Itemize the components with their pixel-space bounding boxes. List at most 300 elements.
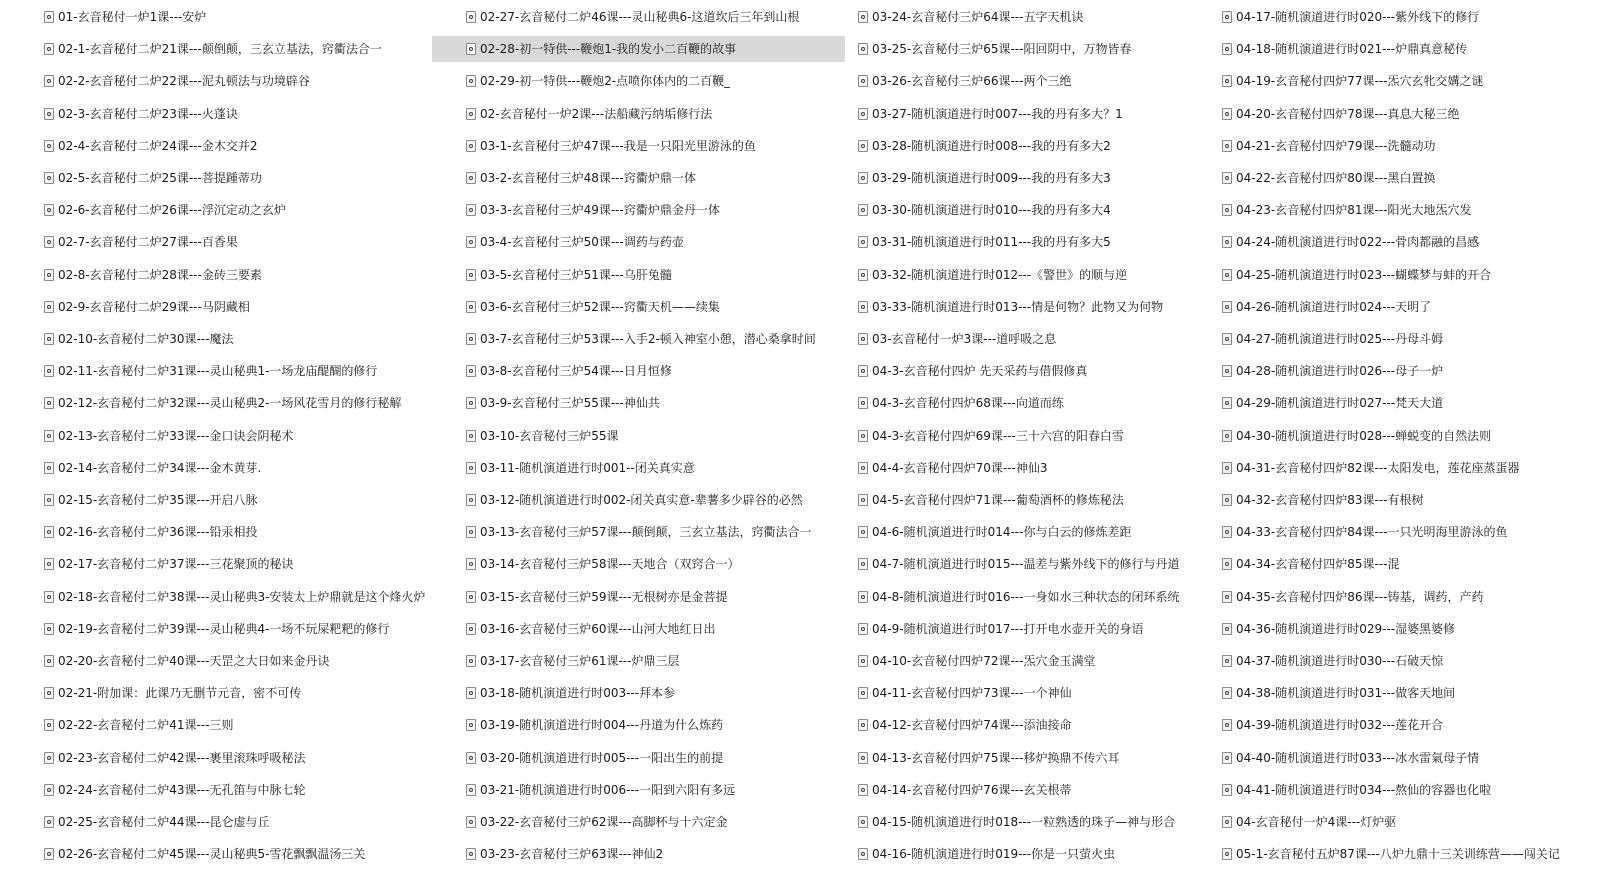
file-item[interactable] — [854, 36, 1131, 62]
audio-file-icon — [44, 430, 54, 442]
file-name: 05-1-玄音秘付五炉87课---八炉九鼎十三关训练营——闯关记 — [1236, 847, 1560, 862]
file-name: 02-6-玄音秘付二炉26课---浮沉定动之玄炉 — [58, 203, 286, 218]
file-item[interactable] — [40, 229, 238, 255]
file-name: 04-10-玄音秘付四炉72课---炁穴金玉满堂 — [872, 654, 1096, 668]
file-item[interactable] — [1218, 68, 1483, 94]
audio-file-icon — [1222, 333, 1232, 345]
audio-file-icon — [1222, 784, 1232, 796]
file-item[interactable] — [854, 616, 1143, 642]
file-item[interactable] — [1218, 229, 1479, 255]
file-name: 03-16-玄音秘付三炉60课---山河大地红日出 — [480, 621, 716, 636]
file-name: 04-玄音秘付一炉4课---灯炉驱 — [1236, 815, 1397, 829]
file-item[interactable] — [1218, 455, 1519, 481]
file-name: 04-26-随机演道进行时024---天明了 — [1236, 299, 1432, 314]
file-item[interactable] — [40, 551, 293, 577]
file-item[interactable] — [462, 584, 727, 610]
file-item[interactable] — [40, 101, 238, 127]
file-item[interactable] — [40, 712, 233, 738]
audio-file-icon — [466, 526, 476, 538]
file-item[interactable] — [40, 326, 233, 352]
file-item[interactable] — [462, 423, 618, 449]
file-column-2 — [462, 0, 852, 893]
file-name: 02-8-玄音秘付二炉28课---金砖三要素 — [58, 267, 262, 282]
file-item[interactable] — [462, 133, 756, 159]
file-item[interactable] — [40, 294, 250, 320]
file-item[interactable] — [40, 680, 301, 706]
file-name: 03-29-随机演道进行时009---我的丹有多大3 — [872, 171, 1111, 185]
audio-file-icon — [466, 848, 476, 860]
file-name: 04-11-玄音秘付四炉73课---一个神仙 — [872, 686, 1072, 701]
file-item[interactable] — [40, 36, 382, 62]
file-item[interactable] — [854, 584, 1179, 610]
file-item[interactable] — [462, 197, 720, 223]
audio-file-icon — [466, 430, 476, 442]
audio-file-icon — [44, 623, 54, 635]
file-item[interactable] — [854, 262, 1127, 288]
file-name: 04-3-玄音秘付四炉69课---三十六宫的阳春白雪 — [872, 428, 1124, 443]
file-name: 02-3-玄音秘付二炉23课---火蓬诀 — [58, 106, 238, 121]
file-name: 04-25-随机演道进行时023---蝴蝶梦与蚌的开合 — [1236, 267, 1492, 282]
file-name: 04-23-玄音秘付四炉81课---阳光大地炁穴发 — [1236, 203, 1472, 218]
file-name: 02-10-玄音秘付二炉30课---魔法 — [58, 332, 234, 346]
file-item[interactable] — [854, 712, 1071, 738]
file-name: 03-12-随机演道进行时002-闭关真实意-辈薯多少辟谷的必然 — [480, 493, 803, 507]
audio-file-icon — [466, 108, 476, 120]
file-item[interactable] — [1218, 809, 1396, 835]
audio-file-icon — [44, 108, 54, 120]
file-item[interactable] — [462, 326, 816, 352]
audio-file-icon — [858, 848, 868, 860]
audio-file-icon — [466, 752, 476, 764]
file-name: 04-40-随机演道进行时033---冰水雷氣母子情 — [1236, 750, 1480, 765]
file-item[interactable] — [432, 36, 845, 62]
file-item[interactable] — [854, 455, 1047, 481]
file-name: 02-25-玄音秘付二炉44课---昆仑虚与丘 — [58, 815, 270, 829]
file-name: 04-22-玄音秘付四炉80课---黑白置换 — [1236, 171, 1436, 185]
file-item[interactable] — [40, 648, 329, 674]
file-name: 03-2-玄音秘付三炉48课---窍衢炉鼎一体 — [480, 171, 696, 185]
file-item[interactable] — [40, 455, 261, 481]
audio-file-icon — [466, 269, 476, 281]
audio-file-icon — [858, 172, 868, 184]
file-name: 02-27-玄音秘付二炉46课---灵山秘典6-这道坎后三年到山根 — [480, 10, 800, 24]
audio-file-icon — [44, 140, 54, 152]
file-name: 04-34-玄音秘付四炉85课---混 — [1236, 557, 1400, 572]
audio-file-icon — [1222, 623, 1232, 635]
file-item[interactable] — [1218, 36, 1467, 62]
audio-file-icon — [44, 397, 54, 409]
audio-file-icon — [466, 816, 476, 828]
file-item[interactable] — [40, 358, 377, 384]
audio-file-icon — [1222, 43, 1232, 55]
file-item[interactable] — [854, 133, 1111, 159]
audio-file-icon — [44, 558, 54, 570]
audio-file-icon — [44, 11, 54, 23]
file-item[interactable] — [854, 519, 1131, 545]
audio-file-icon — [1222, 687, 1232, 699]
file-name: 03-7-玄音秘付三炉53课---入手2-顿入神室小憩，潜心桑拿时间 — [480, 332, 816, 346]
file-item[interactable] — [854, 326, 1056, 352]
audio-file-icon — [466, 236, 476, 248]
file-item[interactable] — [854, 777, 1071, 803]
file-item[interactable] — [462, 4, 799, 30]
file-item[interactable] — [854, 358, 1087, 384]
file-item[interactable] — [1218, 197, 1471, 223]
audio-file-icon — [44, 204, 54, 216]
audio-file-icon — [1222, 558, 1232, 570]
file-item[interactable] — [854, 294, 1163, 320]
file-name: 02-22-玄音秘付二炉41课---三则 — [58, 718, 234, 733]
file-item[interactable] — [1218, 101, 1459, 127]
file-name: 02-12-玄音秘付二炉32课---灵山秘典2-一场风花雪月的修行秘解 — [58, 396, 402, 411]
audio-file-icon — [44, 365, 54, 377]
audio-file-icon — [1222, 236, 1232, 248]
audio-file-icon — [466, 591, 476, 603]
file-name: 03-19-随机演道进行时004---丹道为什么炼药 — [480, 718, 724, 733]
audio-file-icon — [466, 365, 476, 377]
file-name: 04-4-玄音秘付四炉70课---神仙3 — [872, 460, 1048, 475]
file-name: 04-29-随机演道进行时027---梵天大道 — [1236, 396, 1444, 411]
audio-file-icon — [858, 687, 868, 699]
file-item[interactable] — [462, 229, 684, 255]
audio-file-icon — [858, 462, 868, 474]
file-item[interactable] — [462, 294, 720, 320]
file-name: 03-15-玄音秘付三炉59课---无根树亦是金菩提 — [480, 589, 728, 604]
file-item[interactable] — [854, 841, 1115, 867]
audio-file-icon — [858, 526, 868, 538]
file-item[interactable] — [462, 262, 672, 288]
file-name: 04-27-随机演道进行时025---丹母斗姆 — [1236, 332, 1444, 346]
file-name: 02-21-附加课：此课乃无删节元音，密不可传 — [58, 686, 302, 701]
audio-file-icon — [1222, 816, 1232, 828]
audio-file-icon — [44, 752, 54, 764]
file-item[interactable] — [462, 519, 811, 545]
file-name: 04-12-玄音秘付四炉74课---添油接命 — [872, 718, 1072, 733]
file-name: 03-13-玄音秘付三炉57课---颠倒颠，三玄立基法，窍衢法合一 — [480, 525, 812, 540]
audio-file-icon — [466, 204, 476, 216]
file-item[interactable] — [40, 165, 262, 191]
audio-file-icon — [858, 816, 868, 828]
audio-file-icon — [858, 591, 868, 603]
audio-file-icon — [858, 108, 868, 120]
audio-file-icon — [466, 494, 476, 506]
file-item[interactable] — [1218, 294, 1431, 320]
file-item[interactable] — [1218, 584, 1483, 610]
file-name: 03-1-玄音秘付三炉47课---我是一只阳光里游泳的鱼 — [480, 138, 756, 153]
audio-file-icon — [44, 591, 54, 603]
file-item[interactable] — [462, 777, 735, 803]
file-column-1 — [40, 0, 440, 893]
audio-file-icon — [1222, 269, 1232, 281]
file-item[interactable] — [1218, 262, 1491, 288]
file-item[interactable] — [40, 584, 425, 610]
file-item[interactable] — [40, 197, 286, 223]
file-item[interactable] — [854, 197, 1111, 223]
file-item[interactable] — [40, 519, 257, 545]
file-item[interactable] — [40, 390, 401, 416]
file-name: 03-4-玄音秘付三炉50课---调药与药壶 — [480, 235, 684, 250]
file-name: 02-4-玄音秘付二炉24课---金木交并2 — [58, 138, 258, 153]
audio-file-icon — [466, 333, 476, 345]
file-item[interactable] — [1218, 487, 1423, 513]
audio-file-icon — [1222, 848, 1232, 860]
audio-file-icon — [1222, 108, 1232, 120]
audio-file-icon — [466, 655, 476, 667]
file-name: 04-31-玄音秘付四炉82课---太阳发电，莲花座蒸蛋器 — [1236, 460, 1520, 475]
file-item[interactable] — [854, 229, 1111, 255]
file-name: 03-8-玄音秘付三炉54课---日月恒修 — [480, 364, 672, 379]
file-name: 04-18-随机演道进行时021---炉鼎真意秘传 — [1236, 42, 1468, 57]
file-item[interactable] — [40, 777, 305, 803]
audio-file-icon — [44, 784, 54, 796]
file-name: 03-26-玄音秘付三炉66课---两个三绝 — [872, 74, 1072, 89]
file-item[interactable] — [462, 455, 695, 481]
audio-file-icon — [466, 719, 476, 731]
file-item[interactable] — [854, 390, 1064, 416]
file-name: 04-21-玄音秘付四炉79课---洗髓动功 — [1236, 138, 1436, 153]
audio-file-icon — [858, 623, 868, 635]
file-name: 04-24-随机演道进行时022---骨肉都融的昌感 — [1236, 235, 1480, 250]
audio-file-icon — [466, 11, 476, 23]
file-item[interactable] — [1218, 133, 1435, 159]
audio-file-icon — [44, 236, 54, 248]
file-item[interactable] — [40, 841, 365, 867]
audio-file-icon — [466, 623, 476, 635]
file-item[interactable] — [854, 101, 1123, 127]
file-item[interactable] — [854, 4, 1083, 30]
file-item[interactable] — [854, 680, 1071, 706]
file-name: 02-5-玄音秘付二炉25课---菩提踵蒂功 — [58, 171, 262, 185]
file-name: 02-15-玄音秘付二炉35课---开启八脉 — [58, 493, 258, 507]
file-item[interactable] — [462, 712, 723, 738]
file-name: 04-8-随机演道进行时016---一身如水三种状态的闭环系统 — [872, 589, 1180, 604]
file-name: 03-25-玄音秘付三炉65课---阳回阴中，万物皆春 — [872, 42, 1132, 57]
file-name: 03-23-玄音秘付三炉63课---神仙2 — [480, 847, 664, 862]
audio-file-icon — [1222, 462, 1232, 474]
file-name: 04-33-玄音秘付四炉84课---一只光明海里游泳的鱼 — [1236, 525, 1508, 540]
audio-file-icon — [1222, 655, 1232, 667]
file-name: 03-22-玄音秘付三炉62课---高脚杯与十六定金 — [480, 815, 728, 829]
file-name: 04-30-随机演道进行时028---蝉蜕变的自然法则 — [1236, 428, 1492, 443]
file-item[interactable] — [462, 358, 672, 384]
file-name: 02-7-玄音秘付二炉27课---百香果 — [58, 235, 238, 250]
file-item[interactable] — [1218, 841, 1560, 867]
file-name: 02-26-玄音秘付二炉45课---灵山秘典5-雪花飘飘温汤三关 — [58, 847, 366, 862]
file-item[interactable] — [854, 165, 1111, 191]
file-name: 02-17-玄音秘付二炉37课---三花聚顶的秘诀 — [58, 557, 294, 572]
file-item[interactable] — [462, 165, 696, 191]
file-name: 02-13-玄音秘付二炉33课---金口诀会阴秘术 — [58, 428, 294, 443]
file-item[interactable] — [854, 68, 1071, 94]
audio-file-icon — [858, 43, 868, 55]
file-item[interactable] — [462, 809, 727, 835]
file-item[interactable] — [1218, 519, 1507, 545]
file-item[interactable] — [1218, 680, 1455, 706]
file-name: 04-36-随机演道进行时029---湿婆黑婆修 — [1236, 621, 1456, 636]
file-name: 02-2-玄音秘付二炉22课---泥丸顿法与功境辟谷 — [58, 74, 310, 89]
file-name: 03-5-玄音秘付三炉51课---乌肝兔髓 — [480, 267, 672, 282]
audio-file-icon — [1222, 752, 1232, 764]
file-item[interactable] — [854, 648, 1095, 674]
audio-file-icon — [1222, 526, 1232, 538]
file-item[interactable] — [1218, 4, 1479, 30]
audio-file-icon — [466, 784, 476, 796]
audio-file-icon — [858, 397, 868, 409]
file-item[interactable] — [40, 4, 206, 30]
file-item[interactable] — [854, 809, 1175, 835]
file-name: 04-37-随机演道进行时030---石破天惊 — [1236, 654, 1444, 668]
file-item[interactable] — [462, 745, 723, 771]
audio-file-icon — [466, 140, 476, 152]
file-item[interactable] — [40, 262, 262, 288]
file-name: 04-17-随机演道进行时020---紫外线下的修行 — [1236, 10, 1480, 24]
file-name: 03-24-玄音秘付三炉64课---五字天机诀 — [872, 10, 1084, 24]
audio-file-icon — [466, 43, 476, 55]
file-name: 03-3-玄音秘付三炉49课---窍衢炉鼎金丹一体 — [480, 203, 720, 218]
audio-file-icon — [44, 494, 54, 506]
audio-file-icon — [466, 301, 476, 313]
file-item[interactable] — [854, 487, 1124, 513]
audio-file-icon — [858, 269, 868, 281]
file-name: 03-32-随机演道进行时012---《警世》的顺与逆 — [872, 267, 1128, 282]
audio-file-icon — [44, 172, 54, 184]
file-name: 02-19-玄音秘付二炉39课---灵山秘典4-一场不玩屎粑粑的修行 — [58, 621, 390, 636]
file-name: 02-20-玄音秘付二炉40课---天罡之大日如来金丹诀 — [58, 654, 330, 668]
file-name: 04-14-玄音秘付四炉76课---玄关根蒂 — [872, 782, 1072, 797]
audio-file-icon — [858, 494, 868, 506]
audio-file-icon — [44, 301, 54, 313]
file-item[interactable] — [462, 390, 660, 416]
file-name: 02-18-玄音秘付二炉38课---灵山秘典3-安装太上炉鼎就是这个烽火炉 — [58, 589, 426, 604]
file-name: 04-28-随机演道进行时026---母子一炉 — [1236, 364, 1444, 379]
file-column-3 — [854, 0, 1216, 893]
audio-file-icon — [44, 462, 54, 474]
audio-file-icon — [1222, 301, 1232, 313]
file-name: 03-28-随机演道进行时008---我的丹有多大2 — [872, 138, 1111, 153]
file-name: 04-16-随机演道进行时019---你是一只萤火虫 — [872, 847, 1116, 862]
file-name: 02-23-玄音秘付二炉42课---裹里滚珠呼吸秘法 — [58, 750, 306, 765]
file-item[interactable] — [40, 809, 269, 835]
audio-file-icon — [1222, 172, 1232, 184]
file-name: 03-6-玄音秘付三炉52课---窍衢天机——续集 — [480, 299, 720, 314]
file-name: 04-5-玄音秘付四炉71课---葡萄酒杯的修炼秘法 — [872, 493, 1124, 507]
file-item[interactable] — [462, 616, 715, 642]
audio-file-icon — [858, 333, 868, 345]
file-item[interactable] — [40, 133, 257, 159]
file-item[interactable] — [1218, 551, 1399, 577]
file-item[interactable] — [462, 101, 712, 127]
audio-file-icon — [858, 752, 868, 764]
audio-file-icon — [858, 11, 868, 23]
audio-file-icon — [44, 719, 54, 731]
audio-file-icon — [44, 848, 54, 860]
file-item[interactable] — [854, 745, 1119, 771]
file-name: 02-玄音秘付一炉2课---法船藏污纳垢修行法 — [480, 106, 713, 121]
file-item[interactable] — [1218, 712, 1443, 738]
file-item[interactable] — [40, 423, 293, 449]
file-item[interactable] — [40, 487, 257, 513]
file-name: 03-10-玄音秘付三炉55课 — [480, 428, 619, 443]
audio-file-icon — [1222, 494, 1232, 506]
audio-file-icon — [1222, 719, 1232, 731]
file-item[interactable] — [462, 841, 663, 867]
file-name: 02-1-玄音秘付二炉21课---颠倒颠，三玄立基法，窍衢法合一 — [58, 42, 382, 57]
file-name: 03-21-随机演道进行时006---一阳到六阳有多远 — [480, 782, 736, 797]
audio-file-icon — [858, 236, 868, 248]
audio-file-icon — [858, 204, 868, 216]
audio-file-icon — [44, 687, 54, 699]
file-item[interactable] — [40, 745, 305, 771]
file-item[interactable] — [1218, 616, 1455, 642]
audio-file-icon — [1222, 140, 1232, 152]
file-item[interactable] — [1218, 358, 1443, 384]
audio-file-icon — [44, 655, 54, 667]
audio-file-icon — [858, 719, 868, 731]
audio-file-icon — [1222, 397, 1232, 409]
file-item[interactable] — [462, 648, 679, 674]
audio-file-icon — [1222, 204, 1232, 216]
file-item[interactable] — [1218, 423, 1491, 449]
file-item[interactable] — [1218, 777, 1491, 803]
file-name: 02-28-初一特供---鞭炮1-我的发小二百鞭的故事 — [480, 42, 737, 57]
file-name: 03-玄音秘付一炉3课---道呼吸之息 — [872, 332, 1057, 346]
file-item[interactable] — [462, 680, 675, 706]
file-name: 02-29-初一特供---鞭炮2-点喷你体内的二百鞭_ — [480, 74, 731, 89]
file-name: 04-38-随机演道进行时031---做客天地间 — [1236, 686, 1456, 701]
file-item[interactable] — [1218, 326, 1443, 352]
audio-file-icon — [858, 558, 868, 570]
file-name: 04-39-随机演道进行时032---莲花开合 — [1236, 718, 1444, 733]
file-name: 04-3-玄音秘付四炉 先天采药与借假修真 — [872, 364, 1088, 379]
file-name: 03-30-随机演道进行时010---我的丹有多大4 — [872, 203, 1111, 218]
file-name: 03-31-随机演道进行时011---我的丹有多大5 — [872, 235, 1111, 250]
file-name: 03-14-玄音秘付三炉58课---天地合（双窍合一） — [480, 557, 740, 572]
audio-file-icon — [858, 655, 868, 667]
file-column-4 — [1218, 0, 1606, 893]
audio-file-icon — [858, 301, 868, 313]
audio-file-icon — [44, 816, 54, 828]
file-name: 03-17-玄音秘付三炉61课---炉鼎三层 — [480, 654, 680, 668]
file-item[interactable] — [40, 68, 310, 94]
file-name: 02-24-玄音秘付二炉43课---无孔笛与中脉七轮 — [58, 782, 306, 797]
audio-file-icon — [466, 172, 476, 184]
file-item[interactable] — [462, 487, 803, 513]
file-item[interactable] — [1218, 165, 1435, 191]
file-item[interactable] — [1218, 390, 1443, 416]
audio-file-icon — [44, 75, 54, 87]
file-name: 04-41-随机演道进行时034---熬仙的容器也化啦 — [1236, 782, 1492, 797]
file-item[interactable] — [854, 423, 1124, 449]
audio-file-icon — [858, 365, 868, 377]
audio-file-icon — [1222, 430, 1232, 442]
file-item[interactable] — [1218, 745, 1479, 771]
file-item[interactable] — [854, 551, 1179, 577]
file-item[interactable] — [462, 68, 730, 94]
file-name: 04-9-随机演道进行时017---打开电水壶开关的身语 — [872, 621, 1144, 636]
audio-file-icon — [1222, 591, 1232, 603]
file-name: 04-19-玄音秘付四炉77课---炁穴玄牝交媾之谜 — [1236, 74, 1484, 89]
file-item[interactable] — [40, 616, 389, 642]
file-name: 03-11-随机演道进行时001--闭关真实意 — [480, 460, 695, 475]
file-name: 04-7-随机演道进行时015---温差与紫外线下的修行与丹道 — [872, 557, 1180, 572]
file-name: 03-18-随机演道进行时003---拜本参 — [480, 686, 676, 701]
file-item[interactable] — [462, 551, 739, 577]
audio-file-icon — [466, 462, 476, 474]
audio-file-icon — [466, 687, 476, 699]
file-name: 01-玄音秘付一炉1课---安炉 — [58, 10, 207, 24]
file-item[interactable] — [1218, 648, 1443, 674]
audio-file-icon — [44, 333, 54, 345]
